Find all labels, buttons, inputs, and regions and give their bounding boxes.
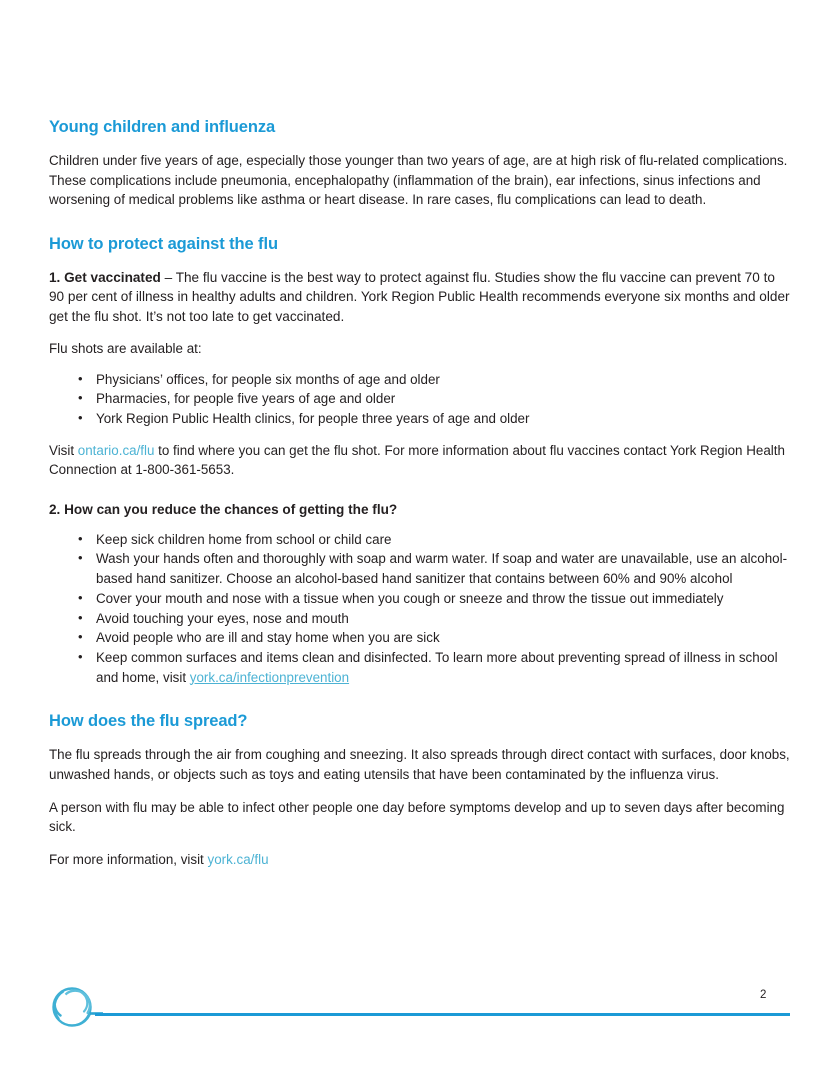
list-item: • Keep sick children home from school or child care xyxy=(49,530,791,550)
list-item: • Pharmacies, for people five years of age and older xyxy=(49,389,791,409)
footer-divider-rule xyxy=(95,1013,790,1016)
list-flu-shot-locations xyxy=(49,370,791,429)
paragraph-visit-ontario-flu xyxy=(49,441,791,480)
heading-how-to-protect-against-the-flu: How to protect against the flu xyxy=(49,234,278,253)
paragraph-flu-shots-available-intro: Flu shots are available at: xyxy=(49,340,202,356)
heading-young-children-and-influenza: Young children and influenza xyxy=(49,118,276,136)
item-get-vaccinated-label: 1. Get vaccinated xyxy=(49,269,161,285)
document-content xyxy=(49,118,791,883)
link-ontario-ca-flu[interactable]: ontario.ca/flu xyxy=(77,442,155,458)
more-info-text: For more information, visit xyxy=(49,851,208,867)
paragraph-more-information xyxy=(49,850,791,870)
list-item: • Physicians’ offices, for people six months of age and older xyxy=(49,370,791,390)
list-item: • Avoid people who are ill and stay home when you are sick xyxy=(49,628,791,648)
item-reduce-chances-heading: 2. How can you reduce the chances of getting the flu? xyxy=(49,502,398,518)
link-york-ca-flu[interactable]: york.ca/flu xyxy=(207,851,269,867)
york-region-spiral-logo xyxy=(49,985,103,1031)
list-item-with-link xyxy=(49,648,791,687)
visit-text-after: to find where you can get the flu shot. For more information about flu vaccines contact York Region Health Connection at 1-800-361-5653. xyxy=(49,442,785,478)
paragraph-flu-spread-methods: The flu spreads through the air from coughing and sneezing. It also spreads through direct contact with surfaces, door knobs, unwashed hands, or objects such as toys and eating utensils that have been contaminated by the influenza virus. xyxy=(49,747,790,782)
list-item: • Avoid touching your eyes, nose and mouth xyxy=(49,609,791,629)
list-item: • Cover your mouth and nose with a tissue when you cough or sneeze and throw the tissue out immediately xyxy=(49,589,791,609)
heading-how-does-the-flu-spread: How does the flu spread? xyxy=(49,712,248,731)
list-item: • York Region Public Health clinics, for people three years of age and older xyxy=(49,409,791,429)
last-bullet-text: Keep common surfaces and items clean and disinfected. To learn more about preventing spread of illness in school and home, visit xyxy=(96,649,778,685)
list-reduce-chances xyxy=(49,530,791,688)
item-get-vaccinated xyxy=(49,268,791,327)
page-number: 2 xyxy=(760,989,767,1001)
item-get-vaccinated-text: – The flu vaccine is the best way to protect against flu. Studies show the flu vaccine can prevent 70 to 90 per cent of illness in healthy adults and children. York Region Public Health recommends everyone six months and older get the flu shot. It’s not too late to get vaccinated. xyxy=(49,269,790,325)
list-item: • Wash your hands often and thoroughly with soap and warm water. If soap and water are unavailable, use an alcohol-based hand sanitizer. Choose an alcohol-based hand sanitizer that contains between 60% and 90% alcohol xyxy=(49,549,791,588)
visit-text-before: Visit xyxy=(49,442,78,458)
paragraph-young-children-complications: Children under five years of age, especially those younger than two years of age, are at high risk of flu-related complications. These complications include pneumonia, encephalopathy (inflammation of the brain), ear infections, sinus infections and worsening of medical problems like asthma or heart disease. In rare cases, flu complications can lead to death. xyxy=(49,152,788,208)
link-york-ca-infectionprevention[interactable]: york.ca/infectionprevention xyxy=(189,669,350,685)
paragraph-infectious-period: A person with flu may be able to infect other people one day before symptoms develop and up to seven days after becoming sick. xyxy=(49,799,785,835)
